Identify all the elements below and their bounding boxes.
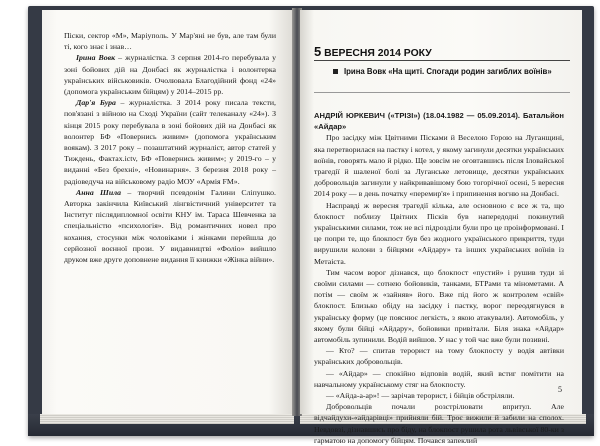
section-subheading: Ірина Вовк «На щиті. Спогади родин загиблих воїнів» [344,67,570,77]
paragraph: Насправді ж вересня трагедії кілька, але основною є все ж та, що блокпост поблизу Цвітних Пісків був напередодні покинутий українськими силами, тож не всі підрозділи були про це проінформовані. І це попри те, що блокпост був без жодного українського прикриття, туди вирушили колони з бійцями «Айдару» та інших українських воїнів із Метаіста. [314,200,564,266]
left-page [42,10,294,414]
right-page-text [314,110,564,446]
dialogue-line: — «Айда-а-ар»! — зарічав терорист, і бійців обстріляли. [326,391,515,401]
subheading-rule [314,92,570,93]
page-number: 5 [558,385,562,394]
chapter-number: 5 [314,44,322,59]
left-page-edges [40,414,294,424]
author-bio-paragraph: Дар'я Бура – журналістка. З 2014 року писала тексти, пов'язані з війною на Сході України (сайт телеканалу «24»). З кінця 2015 року перебувала в зоні бойових дій на Донбасі як волонтер БФ «Повернись живим» (допомога українським воякам). З 2017 року – позаштатний журналіст, автор статей у Тиждень, Фактах.ictv, БФ «Повернись живим»; у 2019-го – у виданні «Без брехні», «Новинарня». З березня 2018 року – радіоведуча на військовому радіо МОУ «Армія FM». [64,98,276,186]
right-page [300,10,582,445]
paragraph: Про засідку між Цвітними Пісками й Веселою Горою на Луганщині, яка перетворилася на пастку і котел, у якому загинули десятки українських воїнів, говорять мало й рідко. Ще зовсім не оговтавшись після Іловайської трагедії й шаленої болі за Луганське летовище, десятки українських добровольців загинули у найкривавішому бою тогорічної осені, 5 вересня 2014 року — в день початку «перемир'я» і припинення вогню на Донбасі. [314,133,564,199]
author-name: Дар'я Бура [76,98,116,108]
left-page-text [64,30,276,265]
square-bullet-icon [333,69,338,74]
dialogue-line: — «Айдар» — спокійно відповів водій, який встиг помітити на навчальному українському стяг на блокпосту. [314,368,564,389]
chapter-heading [314,44,432,59]
author-bio-paragraph: Анна Шила – творчий псевдонім Галини Сліпушко. Авторка закінчила Київський лінгвістичний університет та Інститут післядипломної освіти КНУ ім. Тараса Шевченка за спеціальністю «психологія». Від романтичних новел про кохання, стосунки між чоловіками і жінками перейшла до серйозної воєнної прози. У видавництві «Фоліо» вийшло друком вже друге доповнене видання її книжки «Жінка війни». [64,187,276,265]
author-bio-paragraph: Ірина Вовк – журналістка. З серпня 2014-го перебувала у зоні бойових дій на Донбасі як журналістка і волонтерка українських військовиків. Очолювала Благодійний фонд «24» (допомога українським бійцям) у 2014–2015 рр. [64,53,277,97]
soldier-heading: АНДРІЙ ЮРКЕВИЧ («ТРІЗІ») (18.04.1982 — 05.09.2014). Батальйон «Айдар» [314,111,564,132]
paragraph: Тим часом ворог дізнався, що блокпост «пустий» і рушив туди зі своїми силами — сотнею бойовиків, танками, БТРами та мінометами. А потім — своїм ж «зайняв» його. Вже під його ж контролем «свій» блокпост. Близько обіду на засідку і пастку, ворог переодягнувся в українську форму (це пояснює легкість, з якою атакували). Автомобіль, у якому були бійці «Айдару», бойовики привітали. Біля знака «Айдар» автомобіль зупинили. Водій вийшов. У нас у той час вже були позивні. [314,267,564,345]
chapter-rule [314,60,570,61]
paragraph: Піски, сектор «М», Маріуполь. У Мар'яні не був, але там були ті, кого знає і знав… [64,31,276,52]
dialogue-line: — Кто? — спитав терорист на тому блокпосту у водія автівки українських добровольців. [314,346,564,367]
author-name: Ірина Вовк [76,53,116,63]
paragraph: Добровольців почали розстрілювати впритул. Але відчайдухи-«айдарівці» прийняли бій. Троє вижили й забили на сполох. Невдовзі, дізнавшись про біду, на блокпост рушила рота львівської 80-ки з гарматою на допомогу бійцям. Почався запеклий [314,402,564,445]
author-name: Анна Шила [76,187,122,197]
chapter-title: ВЕРЕСНЯ 2014 РОКУ [324,48,432,59]
